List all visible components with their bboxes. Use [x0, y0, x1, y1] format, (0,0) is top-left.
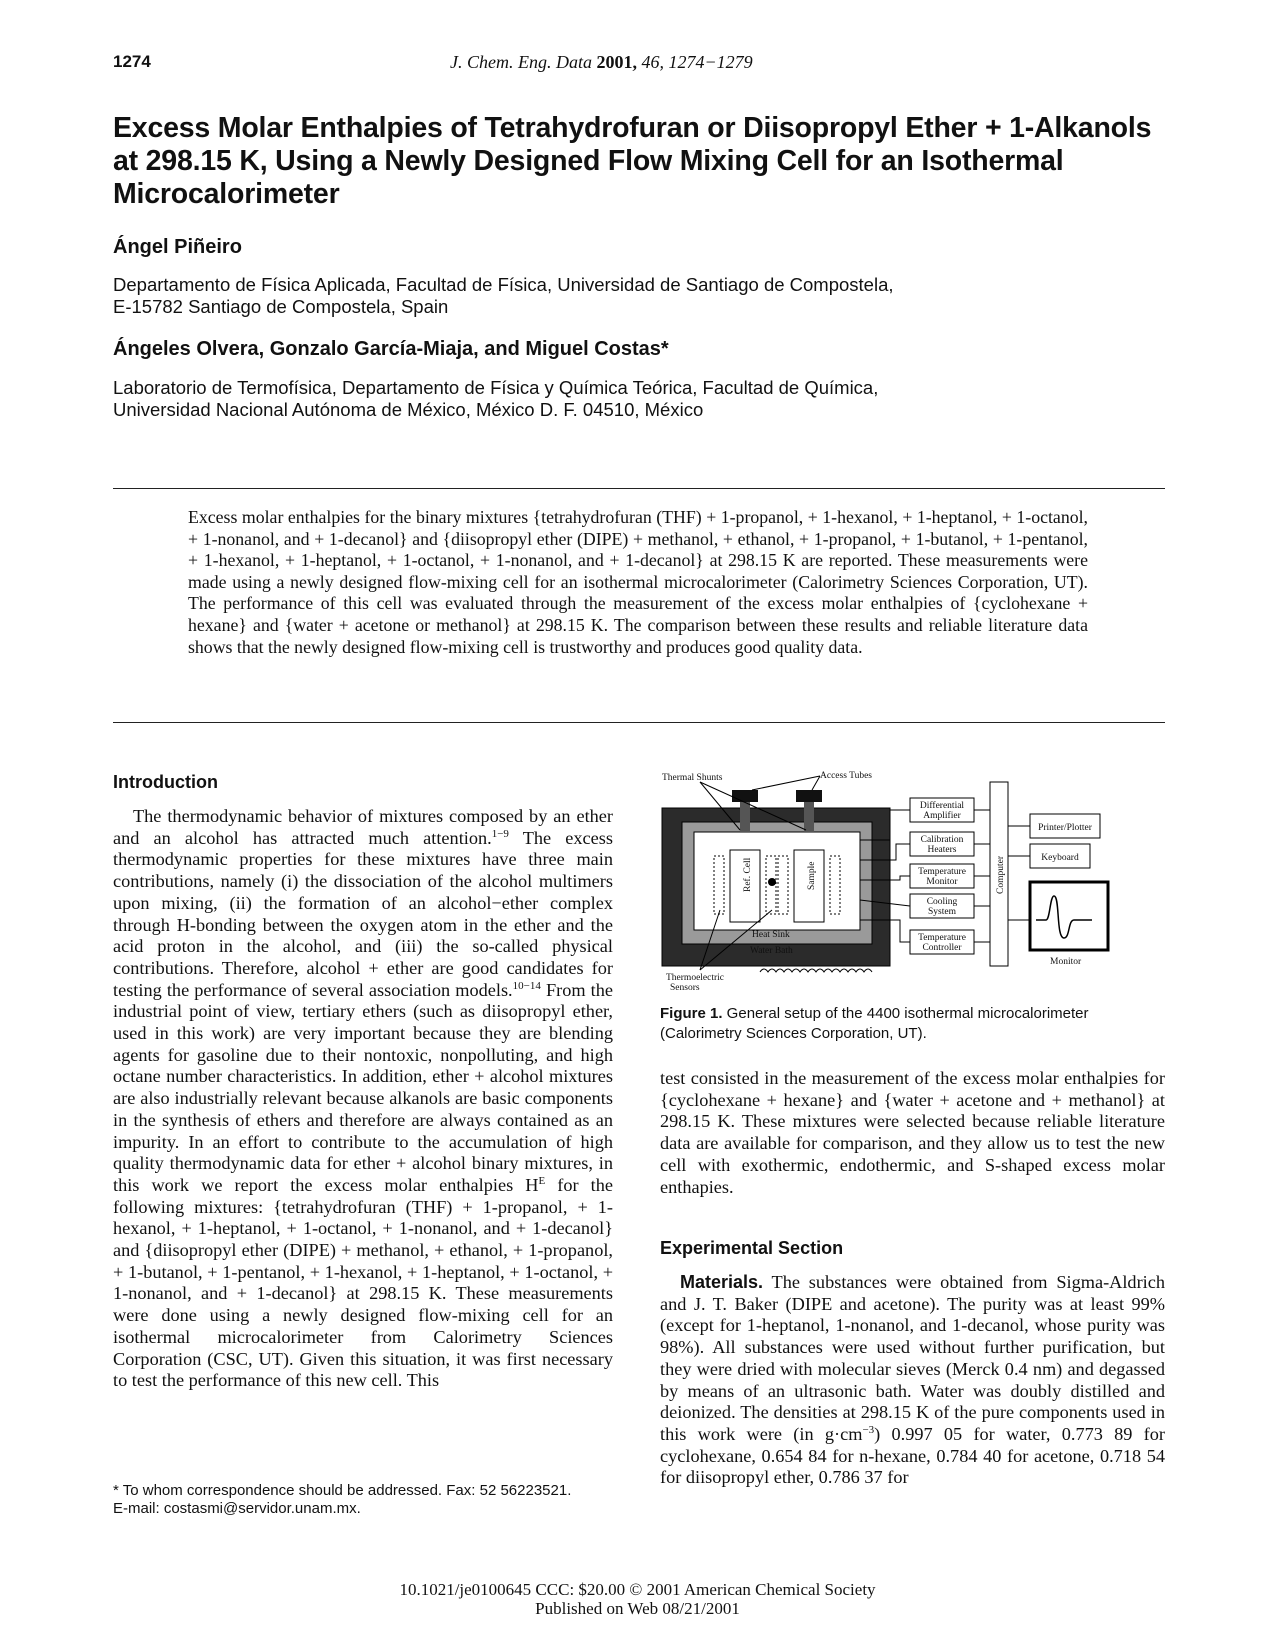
label-calib-2: Heaters — [927, 845, 957, 855]
control-boxes — [910, 798, 974, 954]
figure-1-diagram — [660, 770, 1165, 992]
page-number: 1274 — [113, 52, 151, 71]
label-cooling-2: System — [928, 907, 956, 917]
journal-volume-pages: 46, 1274−1279 — [636, 52, 753, 72]
intro-paragraph — [113, 806, 613, 1392]
intro-text-1: The thermodynamic behavior of mixtures composed by an ether and an alcohol has attracted much attention. — [113, 806, 613, 848]
intro-text-3: From the industrial point of view, tertiary ethers (such as diisopropyl ether, used in this work) are very important because they are blending agents for gasoline due to their nontoxic, nonpolluting, and high octane number characteristics. In addition, ether + alcohol mixtures are also industrially relevant because alkanols are basic components in the synthesis of ethers and therefore are always contained as an impurity. In an effort to contribute to the accumulation of high quality thermodynamic data for ether + alcohol binary mixtures, in this work we report the excess molar enthalpies H — [113, 979, 614, 1195]
journal-abbrev: J. Chem. Eng. Data — [450, 52, 592, 72]
footnote-line-1: * To whom correspondence should be addressed. Fax: 52 56223521. — [113, 1482, 572, 1499]
label-water-bath: Water Bath — [750, 946, 793, 956]
label-diff-amp-2: Amplifier — [923, 811, 961, 821]
label-printer: Printer/Plotter — [1038, 823, 1092, 833]
footnote — [113, 1482, 633, 1518]
intro-ref-1: 1−9 — [491, 827, 509, 840]
label-access-tubes: Access Tubes — [820, 771, 872, 781]
label-keyboard: Keyboard — [1041, 853, 1079, 863]
materials-label: Materials. — [680, 1272, 764, 1292]
label-ref-cell: Ref. Cell — [743, 857, 753, 892]
label-sample: Sample — [807, 861, 817, 890]
abstract-bottom-rule — [113, 722, 1165, 723]
abstract-top-rule — [113, 488, 1165, 489]
label-monitor: Monitor — [1050, 957, 1082, 967]
journal-citation — [450, 52, 753, 73]
inner-chamber — [694, 832, 860, 930]
label-diff-amp-1: Differential — [919, 801, 965, 811]
materials-paragraph — [660, 1272, 1165, 1489]
access-tube-left — [732, 790, 758, 802]
label-thermal-shunts: Thermal Shunts — [662, 773, 723, 783]
intro-text-4: for the following mixtures: {tetrahydrofuran (THF) + 1-propanol, + 1-hexanol, + 1-heptanol, + 1-octanol, + 1-nonanol, and + 1-decanol} and {diisopropyl ether (DIPE) + methanol, + ethanol, + 1-propanol, + 1-butanol, + 1-pentanol, + 1-hexanol, + 1-heptanol, + 1-octanol, + 1-nonanol, and + 1-decanol} at 298.15 K. These measurements were done using a newly designed flow-mixing cell for an isothermal microcalorimeter from Calorimetry Sciences Corporation (CSC, UT). Given this situation, it was first necessary to test the performance of this new cell. This — [113, 1174, 613, 1391]
access-tube-right-shaft — [804, 802, 814, 832]
temperature-probe — [768, 878, 776, 886]
access-tube-right — [796, 790, 822, 802]
materials-text-2: ) 0.997 05 for water, 0.773 89 for cyclohexane, 0.654 84 for n-hexane, 0.784 40 for acetone, 0.718 54 for diisopropyl ether, 0.786 37 for — [660, 1423, 1165, 1488]
label-computer: Computer — [996, 856, 1006, 894]
materials-sup: −3 — [862, 1423, 875, 1436]
intro-text-2: The excess thermodynamic properties for these mixtures have three main contributions, namely (i) the dissociation of the alcohol multimers upon mixing, (ii) the formation of an alcohol−ether complex through H-bonding between the oxygen atom in the ether and the acid proton in the alcohol, and (iii) the so-called physical contributions. Therefore, alcohol + ether are good candidates for testing the performance of several association models. — [113, 827, 613, 1000]
affiliation-2-line-1: Laboratorio de Termofísica, Departamento de Física y Química Teórica, Facultad de Química, — [113, 377, 879, 398]
label-cooling-1: Cooling — [926, 897, 958, 907]
affiliation-2 — [113, 377, 1113, 421]
leader-access-2 — [812, 776, 820, 790]
figure-1-caption-label: Figure 1. — [660, 1005, 723, 1022]
label-heat-sink: Heat Sink — [752, 930, 790, 940]
intro-sup-e: E — [538, 1174, 546, 1187]
label-temp-mon-1: Temperature — [918, 867, 966, 877]
footnote-line-2: E-mail: costasmi@servidor.unam.mx. — [113, 1500, 361, 1517]
affiliation-2-line-2: Universidad Nacional Autónoma de México, México D. F. 04510, México — [113, 399, 704, 420]
label-thermo-sensors-2: Sensors — [670, 983, 700, 992]
label-temp-mon-2: Monitor — [926, 877, 958, 887]
label-temp-ctrl-1: Temperature — [918, 933, 966, 943]
materials-text-1: The substances were obtained from Sigma-Aldrich and J. T. Baker (DIPE and acetone). The purity was at least 99% (except for 1-heptanol, 1-nonanol, and 1-decanol, whose purity was 98%). All substances were used without further purification, but they were dried with molecular sieves (Merck 0.4 nm) and degassed by means of an ultrasonic bath. Water was doubly distilled and deionized. The densities at 298.15 K of the pure components used in this work were (in g·cm — [660, 1272, 1165, 1444]
right-col-paragraph-1: test consisted in the measurement of the excess molar enthalpies for {cyclohexane + hexane} and {water + acetone and + methanol} at 298.15 K. These mixtures were selected because reliable literature data are available for comparison, and they allow us to test the new cell with exothermic, endothermic, and S-shaped excess molar enthapies. — [660, 1068, 1165, 1197]
doi-copyright-line: 10.1021/je0100645 CCC: $20.00 © 2001 American Chemical Society — [399, 1580, 876, 1599]
leader-access-1 — [752, 776, 820, 790]
published-line: Published on Web 08/21/2001 — [535, 1599, 740, 1618]
affiliation-1-line-1: Departamento de Física Aplicada, Facultad de Física, Universidad de Santiago de Compostela, — [113, 274, 894, 295]
monitor-box — [1030, 882, 1108, 950]
paper-title: Excess Molar Enthalpies of Tetrahydrofuran or Diisopropyl Ether + 1-Alkanols at 298.15 K, Using a Newly Designed Flow Mixing Cell for an Isothermal Microcalorimeter — [113, 112, 1152, 210]
affiliation-1-line-2: E-15782 Santiago de Compostela, Spain — [113, 296, 449, 317]
author-1: Ángel Piñeiro — [113, 236, 242, 258]
experimental-heading: Experimental Section — [660, 1238, 844, 1258]
label-temp-ctrl-2: Controller — [922, 943, 962, 953]
intro-ref-2: 10−14 — [512, 979, 541, 992]
affiliation-1 — [113, 274, 1113, 318]
access-tube-left-shaft — [740, 802, 750, 832]
label-calib-1: Calibration — [920, 835, 964, 845]
journal-year: 2001, — [596, 52, 637, 72]
abstract: Excess molar enthalpies for the binary mixtures {tetrahydrofuran (THF) + 1-propanol, + 1-hexanol, + 1-heptanol, + 1-octanol, + 1-nonanol, and + 1-decanol} and {diisopropyl ether (DIPE) + methanol, + ethanol, + 1-propanol, + 1-butanol, + 1-pentanol, + 1-hexanol, + 1-heptanol, + 1-octanol, + 1-nonanol, and + 1-decanol} at 298.15 K are reported. These measurements were made using a newly designed flow-mixing cell for an isothermal microcalorimeter (Calorimetry Sciences Corporation, UT). The performance of this cell was evaluated through the measurement of the excess molar enthalpies of {cyclohexane + hexane} and {water + acetone or methanol} at 298.15 K. The comparison between these results and reliable literature data shows that the newly designed flow-mixing cell is trustworthy and produces good quality data. — [188, 507, 1088, 657]
figure-1-caption-text: General setup of the 4400 isothermal microcalorimeter (Calorimetry Sciences Corporation, UT). — [660, 1005, 1089, 1042]
intro-heading: Introduction — [113, 772, 218, 792]
label-thermo-sensors-1: Thermoelectric — [666, 973, 725, 983]
cooling-coil — [760, 969, 872, 972]
figure-1-caption — [660, 1004, 1165, 1044]
author-2: Ángeles Olvera, Gonzalo García-Miaja, and Miguel Costas* — [113, 338, 669, 360]
